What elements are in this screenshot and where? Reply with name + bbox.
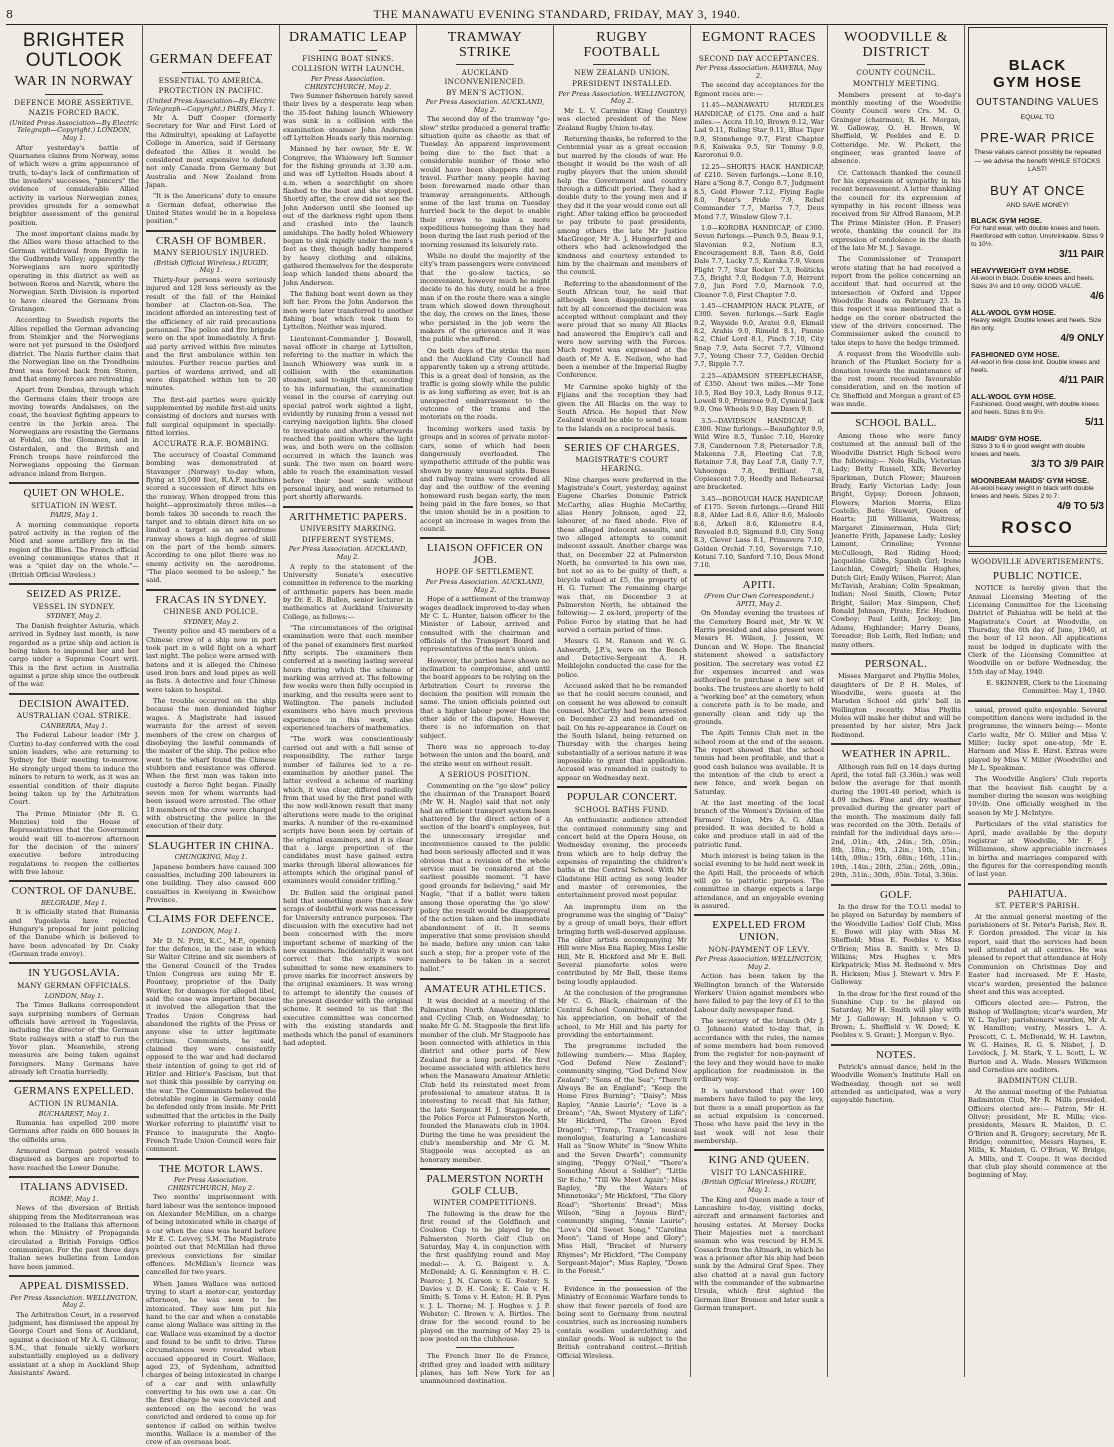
dateline: (From Our Own Correspondent.) APITI, May 2. <box>704 592 814 608</box>
subheading: SITUATION IN WEST. <box>31 500 117 510</box>
subheading: UNIVERSITY MARKING. <box>299 524 397 534</box>
article-paragraph: Hope of a settlement of the tramway wages deadlock improved to-day when Mr C. L. Hunter, liaison officer to the Minister of Labour, arrived and consulted with the chairman and officials of the Transport Board and representatives of the men's union. <box>420 595 550 654</box>
article-paragraph: Apart from Dombas, through which the Germans claim their troops are moving towards Andalsnes, on the coast, the heaviest fighting appears to centre in the Jerkin area. The Norwegians are resisting the Germans at Foldal, on the Glommen, and in Osterdalen, and the British and French troops have reinforced the Norwegians opposing the German advance inland from Bergen. <box>9 386 139 478</box>
columns <box>6 25 1108 1447</box>
article-paragraph: When James Wallace was noticed trying to start a motor-car, yesterday afternoon, he was seen to be intoxicated. They saw him put his hand to the car and when a constable came along Wallace was sitting in the car. Wallace was examined by a doctor and found to be unfit to drive. Three circumstances were revealed when accused appeared in Court. Wallace, aged 23, of Sydenham, admitted charges of being intoxicated in charge of a car and with unlawfully converting to his own use a car. On the first charge he was convicted and sentenced on the second he was convicted and ordered to come up for sentence if called on within twelve months. Wallace is a member of the crew of an overseas boat. <box>146 1279 276 1447</box>
dateline: Per Press Association. AUCKLAND, May 2. <box>425 98 545 114</box>
article-paragraph: "It is the Americans' duty to ensure a German defeat, otherwise the United States would be in a hopeless position." <box>146 192 276 226</box>
article-paragraph: The fishing boat went down as they left her. From the John Anderson the men were later transferred to another fishing boat which took them to Lyttelton. Neither was injured. <box>283 290 413 332</box>
headline: CRASH OF BOMBER. <box>155 234 267 247</box>
headline: QUIET ON WHOLE. <box>23 486 125 499</box>
ad-item-price: 4/11 PAIR <box>1059 375 1104 387</box>
article-paragraph: A morning communique reports patrol activity in the region of the Nied and some artillery fire in the region of the Blies. The French official evening communique states that it was a "quiet day on the whole."—(British Official Wireless.) <box>9 520 139 579</box>
headline: SEIZED AS PRIZE. <box>26 588 122 601</box>
ad-tagline: EQUAL TO <box>1020 114 1055 121</box>
subheading: COUNTY COUNCIL. <box>856 68 936 78</box>
subheading: MANY GERMAN OFFICIALS. <box>17 981 131 991</box>
dateline: CANBERRA, May 1. <box>40 721 108 730</box>
article-paragraph: The second day of the tramway "go-slow" strike produced a general traffic situation quite as chaotic as that of Tuesday. An apparent improvement being due to the fact that a considerable number of those who would have been shoppers did not travel. Further many people having been forewarned made other than tramway arrangements. Although some of the last trams on Tuesday hurried back to the depot to enable their crews to make a more expeditious homegoing than they had been during the last rush period of the morning resumed its leisurely rate. <box>420 115 550 249</box>
race-entry: 1.0—KOROBA HANDICAP, of £300. Seven furlongs.—Punch 9.5, Beau 9.1, Slavonian 9.2, Notium 8.3, Encouragement 8.8, Taon 8.6, Gold Dale 7.7, Lucky 7.5, Karaka 7.9, Vexen Flight 7.7, Star Rocket 7.3, Boliticks 7.5, Bright 7.0, Rodgen 7.0, Herrent 7.0, Jun Ford 7.0, Marnook 7.0, Cleanor 7.0, First Chapter 7.0. <box>694 223 824 299</box>
column-5 <box>554 25 691 1377</box>
article-paragraph: The Danish freighter Asturia, which arrived in Sydney last month, is now regarded as a prize ship and action is being taken to impound her and her cargo under a Supreme Court writ. This is the first action in Australia against a prize ship since the outbreak of the war. <box>9 621 139 689</box>
subheading: NEW ZEALAND UNION. <box>574 68 670 78</box>
subheading: WINTER COMPETITIONS. <box>433 1198 537 1208</box>
subheading: ACTION IN RUMANIA. <box>28 1098 120 1108</box>
article-paragraph: In the draw for the first round of the Sunshine Cup to be played on Saturday, Mr H. Smith will play with Mr J. Galloway; H. Johnson v. O. Brown; L. Sheffield v. W. Dowd; K. Peebles v. S. Grant; J. Morgan v. Bye. <box>831 989 961 1040</box>
subheading: VISIT TO LANCASHIRE. <box>711 1167 807 1177</box>
article-paragraph: Mr L. V. Carmine (King Country) was elected president of the New Zealand Rugby Union to-day. <box>557 106 687 132</box>
subheading: AUCKLAND INCONVENIENCED. <box>444 68 526 87</box>
article-paragraph: The secretary of the branch (Mr J. O. Johnson) stated to-day that, in accordance with the rules, the names of some members had been removed from the register for non-payment of the levy and they would have to make application for readmission in the ordinary way. <box>694 1017 824 1084</box>
ad-item-price: 4/9 TO 5/3 <box>1056 501 1104 513</box>
article-paragraph: The Times Balkans correspondent says surprising numbers of German officials have arrived in Yugoslavia, including the director of the German State railways with a staff to run the Yovor plan. Meanwhile, strong measures are being taken against foreigners. Many Germans have already left Croatia hurriedly. <box>9 1001 139 1076</box>
ad-tagline: AND SAVE MONEY! <box>1006 201 1069 209</box>
article-paragraph: At the last meeting of the local branch of the Women's Division of the Farmers' Union, Mrs A. G. Allan presided. It was decided to hold a cake and produce stall in aid of the patriotic fund. <box>694 799 824 849</box>
article-paragraph: It is officially stated that Rumania and Yugoslavia have rejected Hungary's proposal for joint policing of the Danube which is believed to have been advocated by Dr. Csaky (German trade envoy). <box>9 908 139 959</box>
article-paragraph: At the conclusion of the programme Mr C. G. Black, chairman of the Central School Committee, extended his appreciation, on behalf of the school, to Mr Hill and his party for providing the entertainment. <box>557 989 687 1039</box>
article-paragraph: At the annual meeting of the Pahiatua Badminton Club, Mr R. Mills presided. Officers elected are:— Patron, Mr H. Oliver; president, Mr R. Mills; vice-presidents, Messrs R. Maiden, D. C. O'Brien and R. Gregory; secretary, Mr R. Bridge; committee, Messrs Haynes, E. Mills, K. Maiden, G. O'Brien, W. Bridge, A. Mills, and T. Coupe. It was decided that club play should commence at the beginning of May. <box>968 1087 1107 1180</box>
article-paragraph: The trouble occurred on the ship because the men demanded higher wages. A Magistrate had issued warrants for the arrest of seven members of the crew on charges of disobeying the lawful commands of the master of the ship. The police who went to the wharf found the Chinese stubborn and resistance was offered. When the first man was taken into custody a fierce fight began. Finally seven men for whom warrants had been issued were arrested. The other 18 members of the crew were charged with obstructing the police in the execution of their duty. <box>146 697 276 831</box>
article-paragraph: Misses Margaret and Phyllis Moles, daughters of Dr P. H. Moles, of Woodville, were guests at the Marsden School old girls' ball in Wellington recently. Miss Phyllis Moles will make her debut and will be presented by her sister, Mrs Jack Redmond. <box>831 672 961 739</box>
headline: WOODVILLE & DISTRICT <box>844 30 948 60</box>
article-paragraph: Action has been taken by the Wellington branch of the Waterside Workers' Union against members who have failed to pay the levy of £1 to the Labour daily newspaper fund. <box>694 972 824 1014</box>
ad-item-description: Sizes 3 to 6 in good weight with double knees and heels. <box>971 443 1085 459</box>
dateline: CHUNGKING, May 1. <box>174 853 248 862</box>
subheading: BADMINTON CLUB. <box>997 1076 1078 1086</box>
article-paragraph: The Arbitration Court, in a reserved judgment, has dismissed the appeal by George Court and Sons of Auckland, against a decision of Mr A. G. Gilmour, S.M., that female sickly workers substantially employed as a delivery assistant at a shop in Auckland Shop Assistants' Award. <box>9 1310 139 1378</box>
headline: THE MOTOR LAWS. <box>159 1162 263 1175</box>
article-paragraph: It is understood that over 100 members have failed to pay the levy, but there is a small proportion as far as actual expulsion is concerned. Those who have paid the levy in the last week will not lose their membership. <box>694 1086 824 1145</box>
column-1 <box>6 25 143 1377</box>
column-8 <box>965 25 1110 1377</box>
subheading: MONTHLY MEETING. <box>852 79 940 89</box>
subheading: A SERIOUS POSITION. <box>439 770 531 780</box>
article-paragraph: Accused asked that he be remanded so that he could secure counsel, and on consent he was allowed to consult counsel. McCarthy had been arrested on December 23 and remanded on bail. On his re-appearance in Court on the South Island, being returned on Thursday with the charges being substantially of a serious nature it was impossible to grant that application. Accused was remanded in custody to appear on Wednesday next. <box>557 681 687 782</box>
article-paragraph: Particulars of the vital statistics for April, made available by the deputy registrar at Woodville, Mr F. J. Williamson, show appreciable increases in births and marriages compared with the figures for the corresponding month of last year. <box>968 820 1107 879</box>
ad-item-name: MAIDS' GYM HOSE. <box>971 434 1042 444</box>
subheading: BY MEN'S ACTION. <box>446 87 524 97</box>
article-paragraph: According to Swedish reports the Allies repelled the German advancing from Steinkjer and the Norwegians were not yet pursued in the Oslofjord district. The Nazis further claim that the Norwegian line on the Trondheim front was forced back from Storen, and that enemy forces are retreating. <box>9 316 139 383</box>
ad-item-name: MOONBEAM MAIDS' GYM HOSE. <box>971 476 1090 486</box>
ad-tagline: OUTSTANDING VALUES <box>976 97 1099 108</box>
ad-item-name: ALL-WOOL GYM HOSE. <box>971 308 1056 318</box>
article-paragraph: On both days of the strike the men and the Auckland City Council had apparently taken up a strong attitude. This is a great deal of tension, as the traffic is going slowly while the public is as long suffering as ever, but is an unexpected embarrassment to the outcome of the trams and the motorists on the roads. <box>420 346 550 422</box>
ad-item-price: 3/3 TO 3/9 PAIR <box>1031 459 1104 471</box>
subheading: DEFENCE MORE ASSERTIVE. <box>14 97 134 107</box>
headline: ITALIANS ADVISED. <box>19 1181 129 1194</box>
article-paragraph: usual, proved quite enjoyable. Several competition dances were included in the programme, the winners being:— Monte Carlo waltz, Mr O. Miller and Miss V. Miller; lucky spot one-step, Mr E. Harnam and Miss E. Hirst. Extras were played by Miss V. Miller (Woodville) and Mr L. Speakman. <box>968 705 1107 773</box>
article-paragraph: An enthusiastic audience attended the continued community sing and concert held at the Opera House, on Wednesday evening, the proceeds from which are to help defray the expenses of repainting the children's baths at the Central School. With Mr Gladstone Hill acting as song leader and master of ceremonies, the entertainment proved most popular. <box>557 816 687 900</box>
article-paragraph: Nine charges were preferred in the Magistrate's Court, yesterday, against Eugene Charles Dominic Patrick McCarthy, alias Hughie McCarthy, alias Henry Johnson, aged 22, labourer, of no fixed abode. Five of these alleged indecent assaults, and two alleged attempts to commit indecent assault. Another charge was that, on December 22 at Palmerston North, he converted to his own use, but not so as to be guilty of theft, a bicycle valued at £5, the property of H. G. Turner. The remaining charge was that, on December 3 at Palmerston North, he obtained the following:— 2 ex-lord, property of the Police Force by stating that he had served a certain period of time. <box>557 475 687 634</box>
column-4 <box>417 25 554 1386</box>
dateline: (United Press Association—By Electric Telegraph—Copyright.) LONDON, May 1. <box>9 118 139 142</box>
article-paragraph: Much interest is being taken in the social evening to be held next week in the Apiti Hall, the proceeds of which will go to patriotic purposes. The committee in charge expects a large attendance, and an enjoyable evening is assured. <box>694 852 824 911</box>
race-entry: 11.45—MANAWATU HURDLES HANDICAP, of £175. One and a half miles.— Accra 10.10, Brown 9.12, War Lad 9.11, Ruling Star 9.11, Blue Tiger 9.9, Stonehenge 9.7, First Chapter 9.6, Kaiwaka 9.5, Sir Tommy 9.0, Karoronui 9.0. <box>694 101 824 160</box>
ad-item-description: Fashioned. Good weight, with double knees and heels. Sizes 8 to 9½. <box>971 401 1099 417</box>
headline: GOLF. <box>879 888 913 901</box>
article-paragraph: While no doubt the majority of the city's tram passengers were convinced that the go-slow tactics, so inconvenient, however much he might decide to do his duty, could be a free man if on the route there was a single tram which slowed down throughout the day, the crews on the lines, those who persisted in the job were the makers of the grievance and it was the public who suffered. <box>420 251 550 344</box>
article-paragraph: The second day acceptances for the Egmont races are:— <box>694 81 824 98</box>
article-paragraph: Commenting on the "go slow" policy the chairman of the Transport Board (Mr W. H. Nagle) said that not only had an efficient transport system been shattered by the direct action of a section of the board's employees, but the unnecessary irregular and inconvenience caused to the public had been seriously affected and it was obvious that a revision of the whole service must be considered at the earliest possible moment. "I have good grounds for believing," said Mr Nagle, "that if a ballot were taken among those operating the 'go slow' policy the result would be disapproval of the action taken and the immediate abandonment of it. It seems imperative that some provision should be made, before any union can take such a step, for a proper vote of the members to be taken in a secret ballot." <box>420 781 550 974</box>
headline: CONTROL OF DANUBE. <box>11 885 137 898</box>
dateline: SYDNEY, May 2. <box>46 612 102 621</box>
article-paragraph: Lieutenant-Commander J. Boswell, naval officer in charge at Lyttelton, referring to the matter in which the launch Whiowery was sunk in a collision with the examination steamer, said to-night that, according to his information, the examination vessel in the course of carrying out special patrol work sighted a light, evidently by running from a vessel not carrying navigation lights. She closed to investigate and shortly afterwards reached the position where the light was, and both were on the collision occurred in which the launch was sunk. The two men on board were able to reach the examination vessel before their boat sank without personal injury, and were returned to port shortly afterwards. <box>283 334 413 502</box>
dateline: Per Press Association. CHRISTCHURCH, May 2. <box>304 74 392 91</box>
main-headline: BRIGHTER OUTLOOK <box>22 30 126 71</box>
headline: WAR IN NORWAY <box>14 73 134 89</box>
headline: EGMONT RACES <box>701 30 817 45</box>
dateline: Per Press Association. WELLINGTON, May 2. <box>558 89 686 106</box>
subheading: CHINESE AND POLICE. <box>163 607 259 617</box>
headline: PERSONAL. <box>864 657 928 670</box>
article-paragraph: At the annual general meeting of the parishioners of St. Peter's Parish, Rev. R. F. Gordon presided. The vicar in his report, said that the services had been well attended at all centres. He was pleased to report that attendance at Holy Communion on Christmas Day and Easter had increased. Mr F. Haste, vicar's warden, presented the balance sheet and this was accepted. <box>968 912 1107 996</box>
ad-item <box>971 392 1104 428</box>
headline: RUGBY FOOTBALL <box>583 30 661 60</box>
article-paragraph: The following is the draw for the first round of the Goldfinch and Coulson Cup to be played by the Palmerston North Golf Club on Saturday, May 4, in conjunction with the first qualifying round and May medal:— A. G. Baigent v. A. McDonald; A. G. Kennington v. H. C. Pearce; J. N. Carson v. G. Foster; S. Davies v. D. H. Cook; E. Caie v. H. Smith; S. Toms v. H. Eaton; H. B. Pym v. J. L. Thorne; M. J. Hughes v. J. P. Webster; C. Brown v. A. Birtles. The draw for the second round to be played on the morning of May 25 is now posted on the clubhouse. <box>420 1209 550 1343</box>
subheading: VESSEL IN SYDNEY. <box>32 601 116 611</box>
ad-item-price: 4/6 <box>1090 291 1104 303</box>
ad-headline: GYM HOSE <box>993 73 1082 91</box>
newspaper-title: THE MANAWATU EVENING STANDARD, FRIDAY, MAY 3, 1940. <box>373 6 741 21</box>
masthead <box>6 6 1108 25</box>
headline: EXPELLED FROM UNION. <box>712 919 806 944</box>
subheading: HOPE OF SETTLEMENT. <box>435 567 535 577</box>
ad-item <box>971 350 1104 386</box>
article-paragraph: The French liner Ile de France, drifted grey and loaded with military planes, has left New York for an unannounced destination. <box>420 1352 550 1386</box>
article-paragraph: News of the diversion of British shipping from the Mediterranean was released to the Italians this afternoon when the Ministry of Propaganda circulated a British Foreign Office communique. For the past three days Italian news bulletins from London have been jammed. <box>9 1204 139 1271</box>
ad-item <box>971 476 1104 512</box>
article-paragraph: Evidence in the possession of the Ministry of Economic Warfare tends to show that fewer parcels of food are being sent to Germany from neutral countries, such as increasing numbers contain woollen underclothing and similar goods. Wool is subject to the British contraband control.—British Official Wireless. <box>557 1284 687 1360</box>
article-paragraph: Two months' imprisonment with hard labour was the sentence imposed on Alexander McMillan, on a charge of being intoxicated while in charge of a car when the case was heard before Mr E. C. Levvey, S.M. The Magistrate pointed out that McMillan had three previous convictions for similar offences. McMillan's licence was cancelled for two years. <box>146 1193 276 1277</box>
headline: GERMAN DEFEAT <box>149 52 273 67</box>
dateline: Per Press Association. WELLINGTON, May 2. <box>10 1293 138 1310</box>
ad-item-description: For hard wear, with double knees and heels. Reinforced with cotton. Unshrinkable. Sizes 9 to 10½. <box>971 225 1104 249</box>
dateline: (United Press Association—By Electric Telegraph—Copyright.) PARIS, May 1. <box>146 96 276 113</box>
article-paragraph: Incoming workers used taxis by groups and in scores of private motor-cars, some of which had been dangerously overloaded. The sympathetic attitude of the public was shown by many unusual sights. Buses and railway trains were crowded all day and the outflow of the evening homeward rush began early, the men being paid in the fare boxes, so that the union should be in a position to accept an increase in wages from the council. <box>420 424 550 533</box>
article-paragraph: A request from the Woodville sub-branch of the Plunket Society for a donation towards the maintenance of the rest room received favourable consideration, and on the motion of Cr. Sheffield and Morgan a grant of £5 was made. <box>831 349 961 409</box>
dateline: Per Press Association. WELLINGTON, May 2. <box>695 955 823 971</box>
article-paragraph: The programme included the following numbers:— Miss Rapley, "God Defend New Zealand"; community singing, "God Defend New Zealand"; "Sons of the Sea"; "There'll Always Be an England"; "Keep the Home Fires Burning"; "Daisy"; Miss Rapley, "Annie Laurie"; "Love is a Dream"; "Ah, Sweet Mystery of Life"; Mr Hickford, "The Green Eyed Dragon"; "Tramp, Tramp"; musical monologue, featuring a Lancashire Hall as "Snow White" in "Snow White and the Seven Dwarfs"; community singing, "Peggy O'Neil," "There's Something About a Soldier"; "Little Sir Echo," "Till We Meet Again"; Miss Rapley, "By the Waters of Minnetonka"; Mr Hickford, "The Glory Road"; "Shortenin' Bread"; Miss Wilson, "Sing a Joyous Bird"; community singing, "Annie Laurie"; "Love's Old Sweet Song," "Carolina Moon"; "Land of Hope and Glory"; Miss Hall, "Bracket of Nursery Rhymes"; Mr Hickford, "The Company Sergeant-Major"; Miss Rapley, "Down in the Forest." <box>557 1042 687 1276</box>
ad-headline: BLACK <box>1008 57 1067 74</box>
article-paragraph: The King and Queen made a tour of Lancashire to-day, visiting docks, aircraft and armament factories and housing estates. At Mersey Docks Their Majesties met a merchant seaman who was rescued by H.M.S. Cossack from the Altmark, in which he was a prisoner after his ship had been sunk by the Admiral Graf Spee. They also chatted at a naval gun factory with the commander of the submarine Ursula, which first sighted the German liner Bremen and later sunk a German transport. <box>694 1195 824 1313</box>
subheading: SECOND DAY ACCEPTANCES. <box>698 53 820 63</box>
subheading: SCHOOL BATHS FUND. <box>574 804 670 814</box>
race-entry: 3.45—BOROUGH HACK HANDICAP, of £175. Seven furlongs.—Grand Hill 8.8, Alder Lad 8.6, Aller 8.6, Maloolo 8.6, Arkell 8.6, Kilometre 8.4, Revealed 8.0, Sigmund 8.0, City Song 8.3, Clever Lass 8.1, Primavera 7.10, Golden Orchid 7.10, Sovereign 7.10, Kotuni 7.10, Sanford 7.10, Deus Mond 7.10. <box>694 494 824 570</box>
ad-item-description: All-wool heavy weight in black with double knees and heels. Sizes 2 to 7. <box>971 485 1094 501</box>
headline: AMATEUR ATHLETICS. <box>423 982 547 995</box>
dateline: BELGRADE, May 1. <box>40 898 108 907</box>
store-name: ROSCO <box>1001 518 1074 538</box>
article-paragraph: The Commissioner of Transport wrote stating that he had received a report from the police concerning an accident that had occurred at the intersection of Oxford and Upper Woodville Roads on February 23. In this respect it was mentioned that a hedge on the corner obstructed the view of the drivers concerned. The Commissioner asked the council to take steps to have the hedge trimmed. <box>831 255 961 347</box>
ad-item-price: 5/11 <box>1085 417 1104 429</box>
headline: SERIES OF CHARGES. <box>564 441 680 454</box>
ad-tagline: PRE-WAR PRICE <box>980 130 1095 146</box>
subheading: PROTECTION IN PACIFIC. <box>158 86 264 96</box>
ad-item-price: 3/11 PAIR <box>1059 249 1104 261</box>
article-paragraph: The first-aid parties were quickly supplemented by mobile first-aid units consisting of doctors and nurses with full surgical equipment in specially-fitted lorries. <box>146 395 276 438</box>
headline: DRAMATIC LEAP <box>288 30 408 45</box>
subheading: ESSENTIAL TO AMERICA. <box>158 75 264 85</box>
headline: DECISION AWAITED. <box>18 697 130 710</box>
ad-item-name: FASHIONED GYM HOSE. <box>971 350 1060 360</box>
article-paragraph: Two Sumner fishermen barely saved their lives by a desperate leap when the 35-feet fishing launch Whiowery was sunk in a collision with the examination steamer John Anderson off Lyttelton Heads early this morning. <box>283 92 413 142</box>
subheading: COLLISION WITH LAUNCH. <box>291 64 405 74</box>
article-paragraph: An impromptu item on the programme was the singing of "Daisy" by a group of small boys, their effort bringing forth well-deserved applause. The older artists accompanying Mr Hill were Miss Ena Rapley, Miss Leslie Hill, Mr R. Hickford and Mr E. Bell. Several pianoforte solos were contributed by Mr Bell, these items being loudly applauded. <box>557 902 687 986</box>
article-paragraph: The Federal Labour leader (Mr J. Curtin) to-day conferred with the coal union leaders, who are returning to Sydney for their meeting to-morrow. He strongly urged them to induce the miners to return to work, as it was an essential condition of their dispute being taken up by the Arbitration Court. <box>9 731 139 807</box>
race-entry: 1.45—CHAMPION HACK PLATE, of £300. Seven furlongs.—Sark Eagle 9.2, Wayside 9.0, Aratei 9.0, Ekmail 8.2, Arahis 9.0, Rimeld 8.1, Pannio 8.2, Chief Lord 8.1, Pinch 7.10, City Snap 7.9, Asta Secret 7.7, Vilmond 7.7, Young Cheer 7.7, Golden Orchid 7.7, Ripple 7.7. <box>694 302 824 369</box>
dateline: PARIS, May 1. <box>50 511 98 520</box>
article-paragraph: Although rain fell on 14 days during April, the total fall (3.36in.) was well below the average for that month during the 1901-40 period, which is 4.09 inches. Fine and dry weather prevailed during the greater part of the month. The maximum daily fall was recorded on the 30th. Details of rainfall for the individual days are:— 2nd, .01in.; 4th, .24in.; 5th, .05in.; 8th, .18in.; 9th, .12in.; 10th, .15in.; 14th, .09in.; 15th, .68in.; 16th, .11in.; 19th, .14in.; 20th, .25in.; 26th, .08in.; 29th, .51in.; 30th, .95in. Total, 3.36in. <box>831 762 961 880</box>
headline: FRACAS IN SYDNEY. <box>155 593 267 606</box>
headline: APITI. <box>742 578 776 591</box>
article-paragraph: "The work was conscientiously carried out and with a full sense of responsibility. The rather large number of failures led to a re-examination by another panel. The latter evolved a scheme of marking which, it was clear, differed radically from that used by the first panel with the now well-known result that many alterations were made to the original marks. A number of the re-examined scripts have been seen by certain of the original examiners, and it is clear that a large proportion of the candidates must have gained extra marks through liberal allowances for attempts which the original panel of examiners would consider trifling." <box>283 735 413 886</box>
page-number: 8 <box>6 7 14 21</box>
subheading: DIFFERENT SYSTEMS. <box>301 534 395 544</box>
headline: KING AND QUEEN. <box>708 1154 810 1167</box>
column-3 <box>280 25 417 1377</box>
article-paragraph: Mr A. Duff Cooper (formerly Secretary for War and First Lord of the Admiralty), speaking at Lafayette College in America, said if Germany defeated the Allies it would be considered most expensive to defend not only Canada from Germany but Australia and New Zealand from Japan. <box>146 114 276 189</box>
dateline: Per Press Association. AUCKLAND, May 2. <box>288 545 408 562</box>
article-paragraph: Referring to the abandonment of the South African tour, he said that although keen disappointment was felt by all concerned the decision was accepted without complaint and they were proud that so many All Blacks had answered the Empire's call and were now serving with the Forces. Much regret was expressed at the death of Mr A. E. Neilson, who had been a member of the Imperial Rugby Conference. <box>557 279 688 380</box>
headline: WEATHER IN APRIL. <box>841 748 951 761</box>
article-paragraph: In the draw for the T.O.U. medal to be played on Saturday by members of the Woodville Ladies' Golf Club, Miss E. Bowe will play with Miss M. Sheffield; Miss E. Peebles v. Miss O'Brien; Miss B. Smith v. Mrs D. Wilkins; Mrs Hughes v. Mrs Kirkpatrick; Miss M. Redmond v. Mrs R. Hickson; Miss J. Stewart v. Mrs F. Galloway. <box>831 903 961 987</box>
headline: PAHIATUA. <box>1007 887 1068 900</box>
dateline: BUCHAREST, May 1. <box>38 1109 110 1118</box>
dateline: Per Press Association. CHRISTCHURCH, May 2. <box>167 1176 255 1192</box>
article-paragraph: "The circumstances of the original examination were that each member of the panel of examiners first marked fifty scripts. The examiners then conferred at a meeting lasting several hours during which the scheme of marking was arrived at. The following few weeks were then fully occupied in marking, and the results were sent to Wellington. The panels included examiners who have much previous experience in this work, also experienced teachers of mathematics. <box>283 624 413 733</box>
subheading: NAZIS FORCED BACK. <box>28 108 120 118</box>
article-paragraph: Officers elected are:— Patron, the Bishop of Wellington; vicar's warden, Mr W. L. Taylor; parishioners' warden, Mr A. W. Hamilton; vestry, Messrs L. A. Prescott, C. L. McDonald, W. H. Lawton, W. G. Haines, R. G. S. Nisbet, J. D. Lovelock, J. M. Stark, Y. L. Scott, L. W. Burton and A. Wade. Messrs Wilkinson and Cornelius are auditors. <box>968 999 1107 1074</box>
subheading: AUSTRALIAN COAL STRIKE. <box>16 711 132 721</box>
dateline: (British Official Wireless.) RUGBY, May 1. <box>701 1178 817 1194</box>
headline: APPEAL DISMISSED. <box>19 1280 129 1293</box>
article-paragraph: After yesterday's battle of Quarnanes claims from Norway, some of which were a grim appearance of truth, to-day's lack of confirmation of the invaders' successes, "pincers" the evidence of considerable Allied activity in various Norwegian zones, provides grounds for a somewhat brighter assessment of the general position. <box>9 143 139 227</box>
ad-item <box>971 434 1104 470</box>
column-7 <box>828 25 965 1377</box>
article-paragraph: On Monday evening the trustees of the Cemetery Board met, Mr W. W. Harris presided and also present were Messrs H. Wilson, J. Jessen, W. Duncan and W. Hope. The financial statement showed a satisfactory position. The secretary was voted £2 for expenses incurred and was authorised to purchase a new set of books. The trustees are shortly to hold a "working bee" at the cemetery, when a concrete path is to be made, and generally clean and tidy up the grounds. <box>694 609 824 726</box>
article-paragraph: Manned by her owner, Mr E. W. Congreve, the Whiowery left Sumner for the fishing grounds at 3.30 a.m. and was off Lyttelton Heads about 4 a.m. when a searchlight on shore flashed to the boat and she stopped. Shortly after, the crew did not see the John Anderson until she loomed up out of the darkness right upon them and crashed into the launch amidships. The badly holed Whiowery began to sink rapidly under the men's feet as they, though badly hampered by heavy clothing and oilskins, gathered themselves for the desperate leap which landed them aboard the John Anderson. <box>283 145 413 287</box>
article-paragraph: The Prime Minister (Mr R. G. Menzies) told the House of Representatives that the Government would wait till to-morrow afternoon for the decision of the miners' executive before introducing regulations to reopen the collieries with free labour. <box>9 809 139 876</box>
column-2 <box>143 25 280 1447</box>
article-paragraph: Mr Carmine spoke highly of the Fijians and the reception they had given the All Blacks on the way to South Africa. He hoped that New Zealand would be able to send a team to the Islands on a reciprocal basis. <box>557 382 687 433</box>
dateline: SYDNEY, May 2. <box>183 617 239 626</box>
article-paragraph: Japanese bombers have caused 300 casualties, including 200 labourers in one building. They also caused 600 casualties in Kweiyang in Kweichow Province. <box>146 862 276 905</box>
article-paragraph: Patrick's annual dance, held in the Woodville Women's Institute Hall on Wednesday, though not so well attended as anticipated, was a very enjoyable function. <box>831 1063 961 1105</box>
subheading: PRESIDENT INSTALLED. <box>572 79 672 89</box>
article-paragraph: However, the parties have shown no inclination to compromise, and until the board appears to be relying on the Arbitration Court to reverse the decision the position will remain the same. The union officials pointed out that a higher labour power than the other side of the dispute. However, there is no information on that subject. <box>420 656 550 740</box>
ad-item-name: ALL-WOOL GYM HOSE. <box>971 392 1056 402</box>
headline: IN YUGOSLAVIA. <box>28 967 120 980</box>
dateline: ROME, May 1. <box>49 1194 99 1203</box>
subheading: ACCURATE R.A.F. BOMBING. <box>152 439 270 449</box>
race-entry: 3.5—DAVIDSON HANDICAP, of £300. Nine furlongs.—Beaufighter 9.9, Wild Wire 8.5, Tunlec 7.10, Heroky 7.8, Candernoon 7.8, Pietersailor 7.8, Makonna 7.8, Fleeting Cat 7.8, Retainer 7.8, Bay Leaf 7.8, Gaily 7.7, Vahoonga 7.8, Brilliant 7.8, Copiescent 7.0, Heedly and Rehearsal are bracketed. <box>694 416 824 492</box>
article-paragraph: The Woodville Anglers' Club reports that the heaviest fish caught by a member during the season was weighing 10½lb. One officially weighed in the season by Mr J. McIntyre. <box>968 775 1107 817</box>
race-entry: 2.25—ADAMSON STEEPLECHASE, of £350. About two miles.—Mr Tone 10.5, Red Boy 10.3, Lady Bonus 9.12, Lowell 9.0, Primrose 9.0, Cymical Jack 9.0, One Wheels 9.0, Bay Dawn 9.0. <box>694 371 824 414</box>
article-paragraph: It was decided at a meeting of the Palmerston North Amateur Athletic and Cycling Club, on Wednesday, to make Mr G. M. Stagpoole the first life member of the club. Mr Stagpoole has been connected with athletics in this district and other parts of New Zealand for a long period. He first became associated with athletics here when the Manawatu Amateur Athletic Club held its reinstated meet from professional to amateur status. It is interesting to recall that his father, the late Sergeant H. J. Stagpoole, of the Police Force at Palmerston North, founded the Manawatu club in 1904. During the time he was president the club's membership and Mr G. M. Stagpoole was accepted as an honorary member. <box>420 997 550 1164</box>
dateline: LONDON, May 1. <box>44 991 104 1000</box>
article-paragraph: Returning thanks, he referred to the Centennial year as a great occasion but marred by the clouds of war. He thought it would be the wish of all rugby players that the union should help the Government and country through a difficult period. They had a double duty to the young men and if they did it the year would come out all right. After taking office he proceeded to pay tribute to past presidents, among others the late Mr Justice MacGregor, Mr A. J. Hungerford and others who had acknowledged the kindness and courtesy extended to him by the chairman and members of the council. <box>557 134 687 277</box>
dateline: Per Press Association. HAWERA, May 2. <box>695 64 823 80</box>
headline: GERMANS EXPELLED. <box>14 1085 134 1098</box>
ad-item <box>971 266 1104 302</box>
headline: POPULAR CONCERT. <box>566 791 678 804</box>
ad-item-description: All-wool in black. Double knees and heels. Sizes 3½ and 10 only. GOOD VALUE. <box>971 275 1095 291</box>
column-6 <box>691 25 828 1377</box>
ad-item <box>971 216 1104 260</box>
article-paragraph: Twenty police and 45 members of a Chinese crew of a ship now in port took part in a wild fight on a wharf last night. The police were armed with batons and it is alleged the Chinese used iron bars and lead pipes as well as fists. A detective and four Chinese were taken to hospital. <box>146 627 276 694</box>
article-paragraph: The accuracy of Coastal Command bombing was demonstrated at Stavanger (Norway) to-day when, flying at 15,000 feet, R.A.F. machines scored a succession of direct hits on the runway. When dropped from this height—approximately three miles—a bomb takes 30 seconds to reach the target and to obtain direct hits on so limited a target as an aerodrome runway shows a high degree of skill on the part of the bomb aimers. According to one pilot there was no enemy activity on the aerodrome. "The place seemed to be asleep," he said. <box>146 451 276 585</box>
headline: LIAISON OFFICER ON JOB. <box>426 542 544 566</box>
headline: SLAUGHTER IN CHINA. <box>148 839 274 852</box>
headline: PUBLIC NOTICE. <box>992 569 1083 582</box>
article-paragraph: Messrs G. M. Ranson and W. G. Ashworth, J.P.'s, were on the Bench and Detective-Sergeant A. H. Meiklejohn conducted the case for the police. <box>557 637 687 679</box>
article-paragraph: Dr. Bullen said the original panel held that something more than a few scraps of doubtful work was necessary for University entrance purposes. The discussion with the executive had not been concerned with the more important scheme of marking of the new examiners. Incidentally it was not correct that the scripts were submitted to some new examiners to prove marks for incorrect answers by the original examiners. It was wrong to attempt to identify the causes of the present disorder with the original scheme. It seemed to us that the executive committee was concerned with the existing standards and methods which the panel of examiners had adopted. <box>283 888 413 1047</box>
article-paragraph: Among those who were fancy costumed at the annual ball of the Woodville District High School were the following:— Nola Halls, Victorian Lady; Betty Russell, XIX; Beverley Sparkman, Dutch Flower; Maureen Brady, Early Victorian Lady; Joan Bright, Gypsy; Doreen Johnson, Flowers; Marion Morris, Eliza Costello, Bette Stewart, Queen of Hearts; Jill Williams, Waitress; Margaret Zimmerman, Hula Girl; Jeanette Frith, Japanese Lady; Lesley Lamont, Crinoline; Yvonne McCullough, Red Riding Hood; Jacqueline Gibbs, Spanish Girl; Irene Lauchlan, Cowgirl; Sheila Hughes, Dutch Girl; Emily Wilson, Pierrot; Alan McTavish, Arabian; Colin Speakman, Indian; Noel Smith, Clown; Peter Bright, Sailor; Max Simpson, Chef; Ronald Johnson, Pirate; Eric Hudson, Cowboy; Paul Leith, Jockey; Jim Adams, Highlander; Harry Deans, Toreador; Bob Leith, Red Indian; and many others. <box>831 431 961 649</box>
article-paragraph: Thirty-four persons were seriously injured and 128 less seriously as the result of the fall of the Heinkel bomber at Clacton-on-Sea. The incident afforded an interesting test of the efficiency of air raid precautions personnel. The police and fire brigade were on the spot immediately. A first-aid party arrived within five minutes and the first ambulance within ten minutes. Further rescue parties and parties of wardens arrived, and all were dispatched within ten to 20 minutes. <box>146 275 276 393</box>
article-paragraph: NOTICE is hereby given that the Annual Licensing Meeting of the Licensing Committee for the Licensing District of Pahiatua will be held at the Magistrate's Court at Woodville, on Thursday, the 6th day of June, 1940, at the hour of 12 noon. All applications must be lodged in duplicate with the Clerk of the Licensing Committee at Woodville on or before Wednesday, the 15th day of May, 1940. <box>968 584 1107 676</box>
article-paragraph: Members present at to-day's monthly meeting of the Woodville County Council were Crs. M. O. Grainger (chairman), R. H. Morgan, W. Galloway, O. H. Brown, W. Sheffield, W. Peebles and E. D. Cotteridge. Mr. W. Pickett, the engineer, was granted leave of absence. <box>831 90 961 166</box>
article-paragraph: The Apiti Tennis Club met in the school room at the end of the season. The report showed that the school tennis had been profitable, and that a good cash balance was available. It is the intention of the club to erect a new fence, and work began on Saturday. <box>694 729 824 796</box>
gym-hose-advertisement <box>968 27 1107 547</box>
headline: TRAMWAY STRIKE <box>447 30 523 60</box>
article-paragraph: Mr D. N. Pritt, K.C., M.P., opening for the defence, in the case in which Sir Walter Citrine and six members of the General Council of the Trades Union Congress are suing Mr E. Pountney, proprietor of the Daily Worker, for damages for alleged libel, said the case was important because it involved the allegation that the Trades Union Congress had abandoned the rights of the Press or anyone else to utter legitimate criticism. Communists, he said, claimed they were consistently opposed to the war and had declared their intention of going to get rid of Hitler and Hitler's Fascism, but that not think this possible by carrying on the war. The Communists believed the detestable regime in Germany could be defended only from inside. Mr Pritt submitted that the articles in the Daily Worker referring to plaintiffs' visit to France to inaugurate the Anglo-French Trade Union Council were fair comment. <box>146 936 276 1154</box>
article-paragraph: There was no approach to-day between the union and the board, and the strike went on without result. <box>420 743 550 768</box>
headline: CLAIMS FOR DEFENCE. <box>147 913 275 926</box>
ad-item-price: 4/9 ONLY <box>1060 333 1104 345</box>
dateline: Per Press Association. AUCKLAND, May 2. <box>425 578 545 594</box>
ad-item-name: HEAVYWEIGHT GYM HOSE. <box>971 266 1071 276</box>
article-paragraph: Cr. Cattenach thanked the council for his expression of sympathy in his recent bereavement. A letter thanking the council for its expression of sympathy in his recent illness was received from Sir Alfred Ransom, M.P. The Prime Minister (Hon. P. Fraser) wrote, thanking the council for its expression of condolence in the death of the late Mr M. J. Savage. <box>831 168 961 252</box>
ad-text: These values cannot possibly be repeated — we advise the benefit WHILE STOCKS LAST! <box>973 149 1102 174</box>
subheading: MANY SERIOUSLY INJURED. <box>153 248 269 258</box>
section-heading: WOODVILLE ADVERTISEMENTS. <box>971 557 1104 567</box>
dateline: LONDON, May 1. <box>181 927 241 936</box>
headline: NOTES. <box>876 1048 916 1061</box>
ad-item-name: BLACK GYM HOSE. <box>971 216 1042 226</box>
article-paragraph: A reply to the statement of the University Senate's executive committee in reference to the marking of arithmetic papers has been made by Dr. E. R. Bullen, senior lecturer in mathematics at Auckland University College, as follows:— <box>283 562 413 621</box>
headline: ARITHMETIC PAPERS. <box>288 510 408 523</box>
subheading: ST. PETER'S PARISH. <box>995 901 1080 911</box>
subheading: MAGISTRATE'S COURT HEARING. <box>575 455 669 474</box>
ad-item-list <box>971 216 1104 512</box>
race-entry: 12.25—SHORTS HACK HANDICAP, of £210. Seven furlongs.—Lone 8.10, Hare a'Song 8.7, Congo 8.7, Judgment 8.5, Gold Flower 7.12, Flying Eagle 8.0, Peter's Pride 7.9, Rebel Commander 7.7, Mariss 7.7, Deus Mond 7.7, Winslow Glow 7.1. <box>694 162 824 221</box>
subheading: NON-PAYMENT OF LEVY. <box>708 944 810 954</box>
article-paragraph: Armoured German patrol vessels disguised as barges are reported to have reached the Lower Danube. <box>9 1147 139 1172</box>
headline: PALMERSTON NORTH GOLF CLUB. <box>426 1173 544 1197</box>
signature: E. SKINNER, Clerk to the Licensing Committee. May 1, 1940. <box>986 679 1107 696</box>
ad-item-description: All-wool in fine close knit. Double knees and heels. <box>971 359 1100 375</box>
ad-item-description: Heavy weight. Double knees and heels. Size 8in only. <box>971 317 1102 333</box>
ad-tagline: BUY AT ONCE <box>990 182 1085 198</box>
ad-item <box>971 308 1104 344</box>
dateline: (British Official Wireless.) RUGBY, May 1. <box>153 258 269 275</box>
headline: SCHOOL BALL. <box>855 417 937 430</box>
subheading: FISHING BOAT SINKS. <box>302 53 394 63</box>
article-paragraph: Rumania has expelled 200 more Germans after raids on 600 houses in the oilfields area. <box>9 1119 139 1144</box>
article-paragraph: The most important claims made by the Allies were those attached to the German withdrawal from Bygdin in the Gudbrands Valley; apparently the Norwegians are more spiritedly operating in this district as well as between Roros and Narvik, where the Norwegian Sixth Division is reported to have cleared the Germans from Gratangen. <box>9 230 139 314</box>
